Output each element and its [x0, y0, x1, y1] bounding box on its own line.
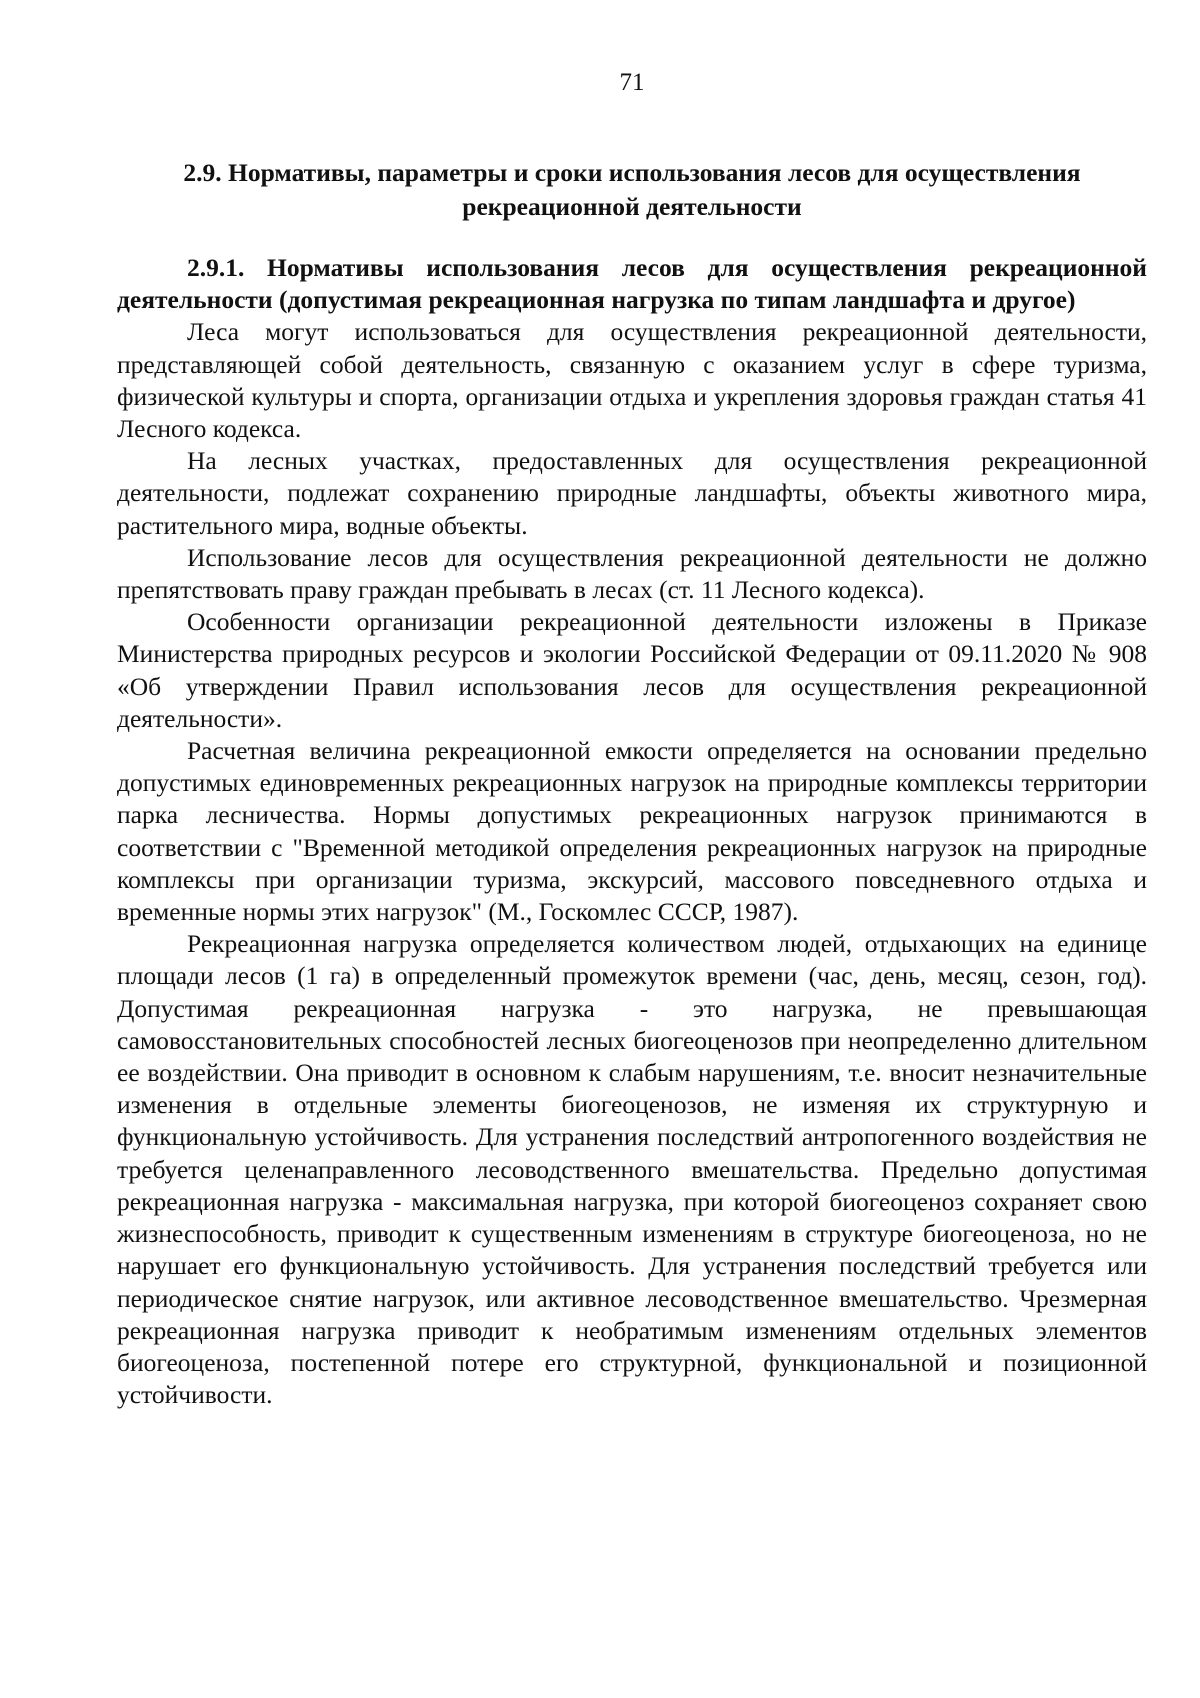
section-title: 2.9. Нормативы, параметры и сроки использования лесов для осуществления рекреационной деятельности: [183, 158, 1081, 221]
paragraph: Рекреационная нагрузка определяется количеством людей, отдыхающих на единице площади лесов (1 га) в определенный промежуток времени (час, день, месяц, сезон, год). Допустимая рекреационная нагрузка - это нагрузка, не превышающая самовосстановительных способностей лесных биогеоценозов при неопределенно длительном ее воздействии. Она приводит в основном к слабым нарушениям, т.е. вносит незначительные изменения в отдельные элементы биогеоценозов, не изменяя их структурную и функциональную устойчивость. Для устранения последствий антропогенного воздействия не требуется целенаправленного лесоводственного вмешательства. Предельно допустимая рекреационная нагрузка - максимальная нагрузка, при которой биогеоценоз сохраняет свою жизнеспособность, приводит к существенным изменениям в структуре биогеоценоза, но не нарушает его функциональную устойчивость. Для устранения последствий требуется или периодическое снятие нагрузок, или активное лесоводственное вмешательство. Чрезмерная рекреационная нагрузка приводит к необратимым изменениям отдельных элементов биогеоценоза, постепенной потере его структурной, функциональной и позиционной устойчивости.: [117, 929, 1147, 1410]
paragraph: Расчетная величина рекреационной емкости определяется на основании предельно допустимых единовременных рекреационных нагрузок на природные комплексы территории парка лесничества. Нормы допустимых рекреационных нагрузок принимаются в соответствии с "Временной методикой определения рекреационных нагрузок на природные комплексы при организации туризма, экскурсий, массового повседневного отдыха и временные нормы этих нагрузок" (М., Госкомлес СССР, 1987).: [117, 736, 1147, 927]
paragraph: Леса могут использоваться для осуществления рекреационной деятельности, представляющей собой деятельность, связанную с оказанием услуг в сфере туризма, физической культуры и спорта, организации отдыха и укрепления здоровья граждан статья 41 Лесного кодекса.: [117, 317, 1147, 444]
subsection-title: 2.9.1. Нормативы использования лесов для осуществления рекреационной деятельности (допустимая рекреационная нагрузка по типам ландшафта и другое): [117, 253, 1147, 315]
paragraph: На лесных участках, предоставленных для осуществления рекреационной деятельности, подлежат сохранению природные ландшафты, объекты животного мира, растительного мира, водные объекты.: [117, 446, 1147, 540]
document-body: [117, 252, 1147, 1411]
page-number: 71: [619, 69, 645, 96]
paragraph: Особенности организации рекреационной деятельности изложены в Приказе Министерства природных ресурсов и экологии Российской Федерации от 09.11.2020 № 908 «Об утверждении Правил использования лесов для осуществления рекреационной деятельности».: [117, 607, 1147, 733]
paragraph: Использование лесов для осуществления рекреационной деятельности не должно препятствовать праву граждан пребывать в лесах (ст. 11 Лесного кодекса).: [117, 542, 1147, 605]
